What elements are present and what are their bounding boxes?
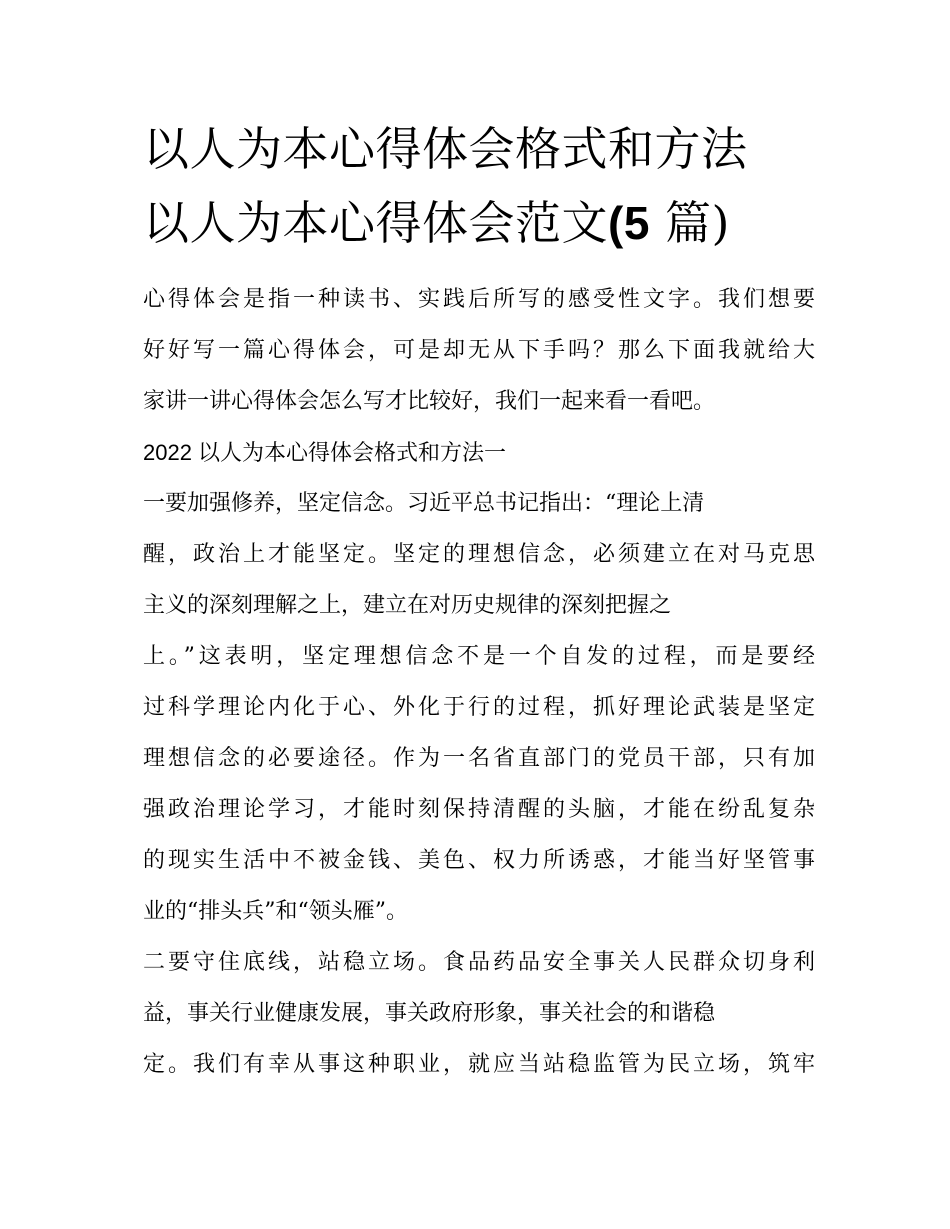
paragraph-1-line: 一要加强修养，坚定信念。习近平总书记指出：“理论上清: [143, 491, 705, 516]
paragraph-2-line: 益，事关行业健康发展，事关政府形象，事关社会的和谐稳: [143, 1001, 716, 1026]
title-line-1-text: 以人为本心得体会格式和方法: [143, 122, 748, 176]
paragraph-1-line: 理想信念的必要途径。作为一名省直部门的党员干部，只有加: [143, 746, 815, 771]
section-heading-text: 2022 以人为本心得体会格式和方法一: [143, 440, 507, 465]
paragraph-2-line: 定。我们有幸从事这种职业，就应当站稳监管为民立场，筑牢: [143, 1052, 815, 1077]
paragraph-1-line: 的现实生活中不被金钱、美色、权力所诱惑，才能当好坚管事: [143, 848, 815, 873]
paragraph-1-line: 业的“排头兵”和“领头雁”。: [143, 899, 408, 924]
paragraph-1-line: 上。”这表明，坚定理想信念不是一个自发的过程，而是要经: [143, 644, 815, 669]
title-line-2-prefix: 以人为本心得体会范文: [143, 196, 608, 250]
paragraph-1-line: 醒，政治上才能坚定。坚定的理想信念，必须建立在对马克思: [143, 542, 815, 567]
intro-line: 家讲一讲心得体会怎么写才比较好，我们一起来看一看吧。: [143, 389, 716, 414]
document-title-line-2: [143, 186, 815, 260]
paragraph-1: [143, 478, 815, 937]
document-title-line-1: [143, 112, 815, 186]
title-line-2-open-paren: (: [608, 197, 624, 249]
section-heading: [143, 427, 815, 478]
paragraph-2: [143, 937, 815, 1090]
paragraph-1-line: 主义的深刻理解之上，建立在对历史规律的深刻把握之: [143, 593, 672, 618]
intro-line: 好好写一篇心得体会，可是却无从下手吗？那么下面我就给大: [143, 338, 815, 363]
paragraph-1-line: 过科学理论内化于心、外化于行的过程，抓好理论武装是坚定: [143, 695, 815, 720]
paragraph-2-line: 二要守住底线，站稳立场。食品药品安全事关人民群众切身利: [143, 950, 815, 975]
document-body: [143, 274, 815, 1090]
paragraph-1-line: 强政治理论学习，才能时刻保持清醒的头脑，才能在纷乱复杂: [143, 797, 815, 822]
intro-paragraph: [143, 274, 815, 427]
intro-line: 心得体会是指一种读书、实践后所写的感受性文字。我们想要: [143, 287, 815, 312]
title-line-2-number: 5: [623, 197, 650, 249]
title-line-2-suffix: 篇): [649, 196, 730, 250]
document-content: [143, 112, 815, 1090]
